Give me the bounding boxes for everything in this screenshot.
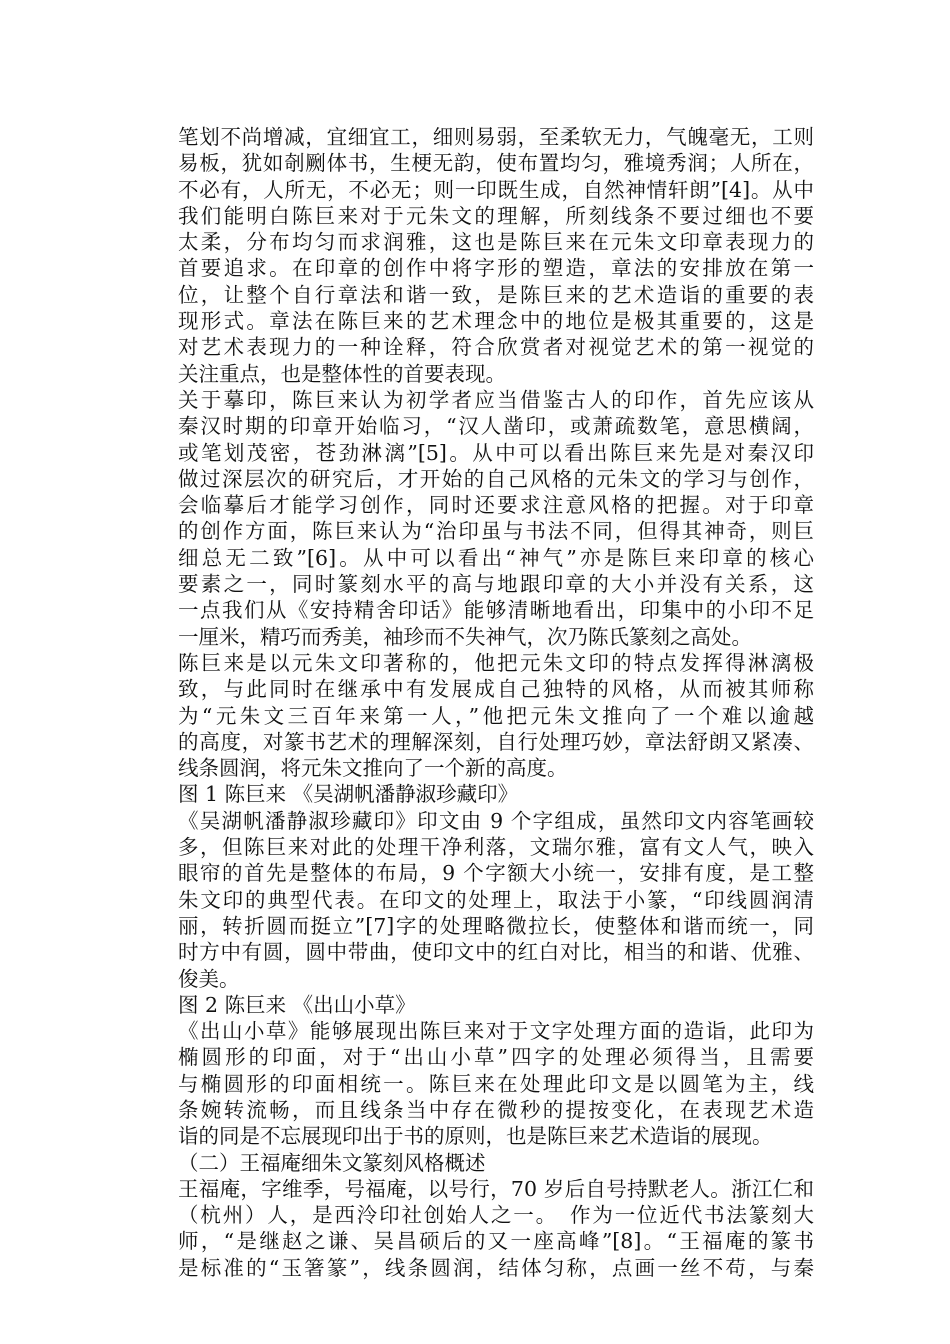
paragraph <box>178 1018 814 1149</box>
text-line: 或笔划茂密，苍劲淋漓”[5]。从中可以看出陈巨来先是对秦汉印 <box>178 440 814 465</box>
paragraph <box>178 1176 814 1281</box>
text-line: 丽，转折圆而挺立”[7]字的处理略微拉长，使整体和谐而统一，同 <box>178 913 814 938</box>
figure-caption <box>178 781 814 807</box>
text-line: 易板，犹如剞劂体书，生梗无韵，使布置均匀，雅境秀润；人所在， <box>178 151 814 176</box>
text-line: 首要追求。在印章的创作中将字形的塑造，章法的安排放在第一 <box>178 256 814 281</box>
text-line: 条婉转流畅，而且线条当中存在微秒的提按变化，在表现艺术造 <box>178 1097 814 1122</box>
text-line: 关于摹印，陈巨来认为初学者应当借鉴古人的印作，首先应该从 <box>178 387 814 412</box>
text-line: 《吴湖帆潘静淑珍藏印》印文由 9 个字组成，虽然印文内容笔画较 <box>178 808 814 833</box>
text-line: 一厘米，精巧而秀美，袖珍而不失神气，次乃陈氏篆刻之高处。 <box>178 624 752 649</box>
text-line: 的创作方面，陈巨来认为“治印虽与书法不同，但得其神奇，则巨 <box>178 519 814 544</box>
text-line: 时方中有圆，圆中带曲，使印文中的红白对比，相当的和谐、优雅、 <box>178 940 814 965</box>
text-line: 多，但陈巨来对此的处理干净利落，文瑞尔雅，富有文人气，映入 <box>178 835 814 860</box>
text-line: 俊美。 <box>178 966 240 991</box>
text-line: 诣的同是不忘展现印出于书的原则，也是陈巨来艺术造诣的展现。 <box>178 1124 773 1149</box>
text-line: 王福庵，字维季，号福庵，以号行，70 岁后自号持默老人。浙江仁和 <box>178 1176 814 1201</box>
text-line: （杭州）人，是西泠印社创始人之一。 作为一位近代书法篆刻大 <box>178 1203 814 1228</box>
text-line: 要素之一，同时篆刻水平的高与地跟印章的大小并没有关系，这 <box>178 572 814 597</box>
text-line: 现形式。章法在陈巨来的艺术理念中的地位是极其重要的，这是 <box>178 309 814 334</box>
text-line: 为“元朱文三百年来第一人，”他把元朱文推向了一个难以逾越 <box>178 703 814 728</box>
text-line: 细总无二致”[6]。从中可以看出“神气”亦是陈巨来印章的核心 <box>178 545 814 570</box>
text-line: 关注重点，也是整体性的首要表现。 <box>178 361 506 386</box>
text-line: 与椭圆形的印面相统一。陈巨来在处理此印文是以圆笔为主，线 <box>178 1071 814 1096</box>
text-line: 做过深层次的研究后，才开始的自己风格的元朱文的学习与创作， <box>178 466 814 491</box>
text-line: 的高度，对篆书艺术的理解深刻，自行处理巧妙，章法舒朗又紧凑、 <box>178 729 814 754</box>
text-line: 师，“是继赵之谦、吴昌硕后的又一座高峰”[8]。“王福庵的篆书 <box>178 1229 814 1254</box>
figure-caption <box>178 992 814 1018</box>
paragraph <box>178 808 814 992</box>
paragraph <box>178 650 814 781</box>
text-line: 是标准的“玉箸篆”，线条圆润，结体匀称，点画一丝不苟，与秦 <box>178 1255 814 1280</box>
text-line: 位，让整个自行章法和谐一致，是陈巨来的艺术造诣的重要的表 <box>178 282 814 307</box>
text-line: 不必有，人所无，不必无；则一印既生成，自然神情轩朗”[4]。从中 <box>178 177 814 202</box>
paragraph <box>178 387 814 650</box>
text-line: 图 1 陈巨来 《吴湖帆潘静淑珍藏印》 <box>178 782 519 807</box>
text-line: 线条圆润，将元朱文推向了一个新的高度。 <box>178 756 568 781</box>
document-body <box>178 124 814 1281</box>
text-line: 笔划不尚增减，宜细宜工，细则易弱，至柔软无力，气魄毫无，工则 <box>178 125 814 149</box>
section-heading <box>178 1150 814 1176</box>
text-line: 一点我们从《安持精舍印话》能够清晰地看出，印集中的小印不足 <box>178 598 814 623</box>
text-line: 致，与此同时在继承中有发展成自己独特的风格，从而被其师称 <box>178 677 814 702</box>
text-line: （二）王福庵细朱文篆刻风格概述 <box>178 1150 486 1175</box>
paragraph <box>178 124 814 387</box>
text-line: 我们能明白陈巨来对于元朱文的理解，所刻线条不要过细也不要 <box>178 203 814 228</box>
text-line: 会临摹后才能学习创作，同时还要求注意风格的把握。对于印章 <box>178 493 814 518</box>
text-line: 对艺术表现力的一种诠释，符合欣赏者对视觉艺术的第一视觉的 <box>178 335 814 360</box>
text-line: 眼帘的首先是整体的布局，9 个字额大小统一，安排有度，是工整 <box>178 861 814 886</box>
text-line: 朱文印的典型代表。在印文的处理上，取法于小篆，“印线圆润清 <box>178 887 814 912</box>
text-line: 《出山小草》能够展现出陈巨来对于文字处理方面的造诣，此印为 <box>178 1019 814 1044</box>
text-line: 椭圆形的印面，对于“出山小草”四字的处理必须得当，且需要 <box>178 1045 814 1070</box>
text-line: 秦汉时期的印章开始临习，“汉人凿印，或萧疏数笔，意思横阔， <box>178 414 814 439</box>
text-line: 陈巨来是以元朱文印著称的，他把元朱文印的特点发挥得淋漓极 <box>178 650 814 675</box>
text-line: 图 2 陈巨来 《出山小草》 <box>178 992 416 1017</box>
text-line: 太柔，分布均匀而求润雅，这也是陈巨来在元朱文印章表现力的 <box>178 230 814 255</box>
